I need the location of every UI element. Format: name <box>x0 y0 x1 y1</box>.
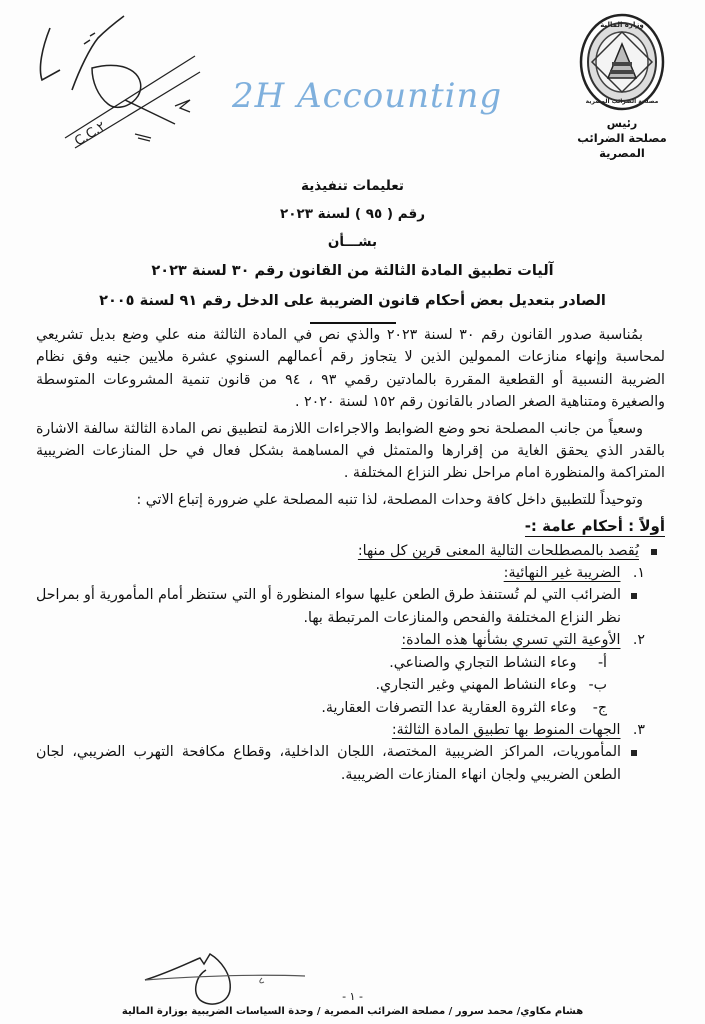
definition-item-3 <box>36 719 665 741</box>
item-title: الجهات المنوط بها تطبيق المادة الثالثة: <box>391 721 621 738</box>
footer-credit: هشام مكاوي/ محمد سرور / مصلحة الضرائب المصرية / وحدة السياسات الضريبية بوزارة المالية <box>121 1006 584 1017</box>
subject-line-2: الصادر بتعديل بعض أحكام قانون الضريبة على الدخل رقم ٩١ لسنة ٢٠٠٥ <box>99 293 606 309</box>
definitions-intro-item <box>36 540 665 562</box>
watermark-text: 2H Accounting <box>232 76 503 116</box>
page-number: - ١ - <box>342 990 363 1003</box>
definition-item-2 <box>36 629 665 651</box>
letterhead-subtitle: مصلحة الضرائب المصرية <box>577 131 667 160</box>
handwritten-signature-icon <box>20 8 220 158</box>
letterhead-logo-block <box>557 12 687 161</box>
document-body <box>36 324 665 786</box>
definition-item-1 <box>36 562 665 584</box>
instruction-number: رقم ( ٩٥ ) لسنة ٢٠٢٣ <box>279 206 425 222</box>
subject-line-1: آليات تطبيق المادة الثالثة من القانون رقم ٣٠ لسنة ٢٠٢٣ <box>151 263 554 279</box>
letter-item-a <box>36 652 665 674</box>
regarding-label: بشـــأن <box>327 234 378 250</box>
item-number: ١. <box>632 565 645 582</box>
bullet-square-icon <box>651 549 657 555</box>
item-letter: ج- <box>592 699 607 716</box>
item-letter-text: وعاء النشاط المهني وغير التجاري. <box>375 677 577 694</box>
item-letter-text: وعاء الثروة العقارية عدا التصرفات العقارية. <box>321 699 577 716</box>
seal-text-top: وزارة المالية <box>600 21 644 29</box>
letter-item-c <box>36 697 665 719</box>
document-heading: تعليمات تنفيذية <box>301 178 404 194</box>
section-heading-text: أولاً : أحكام عامة :- <box>524 517 665 536</box>
paragraph-2: وسعياً من جانب المصلحة نحو وضع الضوابط والاجراءات اللازمة لتطبيق نص المادة الثالثة سالفة الاشارة بالقدر الذي يحقق الغاية من إقرارها والمتمثل في المساهمة بشكل فعال في حل المنازعات الضريبية المتراكمة والمنظورة امام مراحل نظر النزاع المختلفة . <box>36 420 665 482</box>
item-title: الضريبة غير النهائية: <box>503 565 621 582</box>
paragraph-1: بمُناسبة صدور القانون رقم ٣٠ لسنة ٢٠٢٣ والذي نص في المادة الثالثة منه علي وضع بديل تشريعي لمحاسبة وإنهاء منازعات الممولين الذين لا يتجاوز رقم أعمالهم السنوي عشرة ملايين جنيه وفق نظام الضريبة النسبية أو القطعية المقررة بالمادتين رقمي ٩٣ ، ٩٤ من قانون تنمية المشروعات المتوسطة والصغيرة ومتناهية الصغر الصادر بالقانون رقم ١٥٢ لسنة ٢٠٢٠ . <box>36 327 665 411</box>
bullet-text: الضرائب التي لم تُستنفذ طرق الطعن عليها سواء المنظورة أو التي ستنظر أمام المأمورية أو بمراحل نظر النزاع المختلفة والفحص والمنازعات المرتبطة بها. <box>36 587 621 626</box>
item-number: ٢. <box>632 632 645 649</box>
item-title: الأوعية التي تسري بشأنها هذه المادة: <box>401 632 621 649</box>
item-letter-text: وعاء النشاط التجاري والصناعي. <box>389 654 577 671</box>
bullet-square-icon <box>631 750 637 756</box>
tax-authority-seal-icon <box>578 12 666 112</box>
bullet-square-icon <box>631 593 637 599</box>
document-title-block <box>0 172 705 324</box>
letter-item-b <box>36 674 665 696</box>
definition-item-3-bullet <box>36 741 665 786</box>
item-letter: ب- <box>588 677 607 694</box>
bullet-text: المأموريات، المراكز الضريبية المختصة، اللجان الداخلية، وقطاع مكافحة التهرب الضريبي، لجان الطعن الضريبي ولجان انهاء المنازعات الضريبية. <box>36 744 621 783</box>
section-heading-general-provisions <box>36 515 665 537</box>
svg-text:C.C.٢: C.C.٢ <box>72 118 109 150</box>
letterhead-title: رئيس <box>606 117 638 130</box>
seal-text-bottom: مصلحة الضرائب المصرية <box>585 98 659 105</box>
item-letter: أ- <box>597 654 607 671</box>
definitions-intro-text: يُقصد بالمصطلحات التالية المعنى قرين كل منها: <box>357 542 639 559</box>
definition-item-1-bullet <box>36 584 665 629</box>
item-number: ٣. <box>632 721 645 738</box>
paragraph-3: وتوحيداً للتطبيق داخل كافة وحدات المصلحة، لذا تنبه المصلحة علي ضرورة إتباع الاتي : <box>136 491 643 508</box>
